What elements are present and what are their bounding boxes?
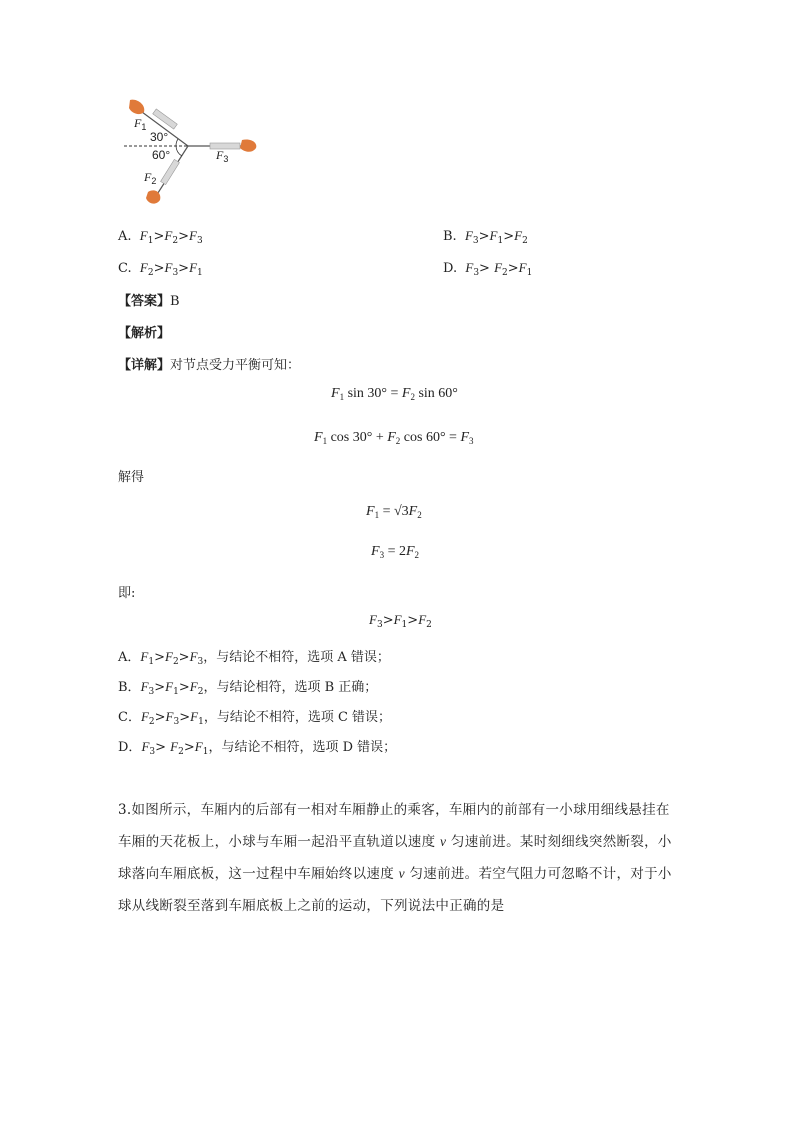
detail-text: 对节点受力平衡可知： — [170, 358, 301, 373]
option-a: A. $F_1>F_2>F_3$ — [118, 228, 203, 246]
equation-5: $F_3>F_1>F_2$ — [369, 612, 432, 630]
force-diagram-svg — [118, 96, 268, 208]
thus-label: 即: — [118, 586, 136, 601]
equation-2: $F_1$ $\cos 30^\circ + F_2$ $\cos 60^\circ = F_3$ — [314, 430, 474, 446]
angle-arc-top — [176, 139, 178, 146]
equation-1: $F_1$ $\sin 30^\circ = F_2$ sin 60° — [331, 386, 458, 402]
angle-30-label: 30° — [150, 130, 169, 144]
f3-label: $F_3$ — [216, 148, 229, 164]
f1-hand-icon — [129, 100, 144, 114]
question-3: 3.如图所示，车厢内的后部有一相对车厢静止的乘客，车厢内的前部有一小球用细线悬挂在车厢的天花板上，小球与车厢一起沿平直轨道以速度 v 匀速前进。某时刻细线突然断裂，小球落向车厢底板，这一过程中车厢始终以速度 v 匀速前进。若空气阻力可忽略不计，对于小球从线断裂至落到车厢底板上之前的运动，下列说法中正确的是 — [118, 802, 672, 914]
f2-spring-scale — [161, 159, 180, 184]
analysis-label: 【解析】 — [118, 326, 171, 341]
answer-value: B — [170, 294, 180, 309]
detail-label: 【详解】 — [118, 358, 171, 373]
explanation-d: D．$F_3> F_2>F_1$，与结论不相符，选项 D 错误； — [118, 739, 397, 757]
f3-hand-icon — [240, 139, 256, 151]
f2-hand-icon — [146, 190, 160, 203]
explanation-a: A．$F_1>F_2>F_3$，与结论不相符，选项 A 错误； — [118, 649, 390, 667]
f2-label: $F_2$ — [144, 170, 157, 186]
f1-label: $F_1$ — [134, 116, 147, 132]
answer-label: 【答案】 — [118, 294, 171, 309]
angle-arc-bottom — [176, 146, 182, 156]
equation-3: $F_1 = √3F_2$ — [366, 504, 422, 520]
explanation-b: B．$F_3>F_1>F_2$，与结论相符，选项 B 正确； — [118, 679, 378, 697]
equation-4: $F_3 = 2F_2$ — [371, 544, 420, 560]
f1-spring-scale — [153, 109, 178, 129]
option-d: D. $F_3> F_2>F_1$ — [443, 260, 533, 278]
option-b: B. $F_3>F_1>F_2$ — [443, 228, 528, 246]
angle-60-label: 60° — [152, 148, 171, 162]
force-diagram — [118, 96, 268, 208]
detail-line — [118, 354, 300, 373]
solve-label: 解得 — [118, 470, 145, 485]
option-c: C. $F_2>F_3>F_1$ — [118, 260, 203, 278]
explanation-c: C．$F_2>F_3>F_1$，与结论不相符，选项 C 错误； — [118, 709, 392, 727]
answer-line — [118, 290, 180, 309]
